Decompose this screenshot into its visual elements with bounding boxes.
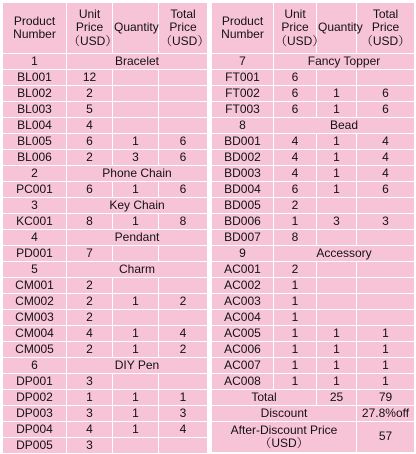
table-row [3,294,208,310]
summary-section [212,390,415,453]
total-price [159,438,208,454]
table-row [3,86,208,102]
total-price: 1 [357,374,415,390]
quantity: 1 [317,374,357,390]
quantity: 1 [113,182,159,198]
unit-price: 6 [274,102,317,118]
product-number: AC002 [212,278,274,294]
category-row [212,118,415,134]
total-price: 6 [357,182,415,198]
category-row [212,54,415,70]
quantity: 1 [317,102,357,118]
header-product-number: Product Number [3,3,67,54]
product-number: DP005 [3,438,67,454]
unit-price: 8 [274,230,317,246]
unit-price: 4 [274,134,317,150]
category-number: 5 [3,262,67,278]
table-row [3,310,208,326]
product-number: AC003 [212,294,274,310]
unit-price: 5 [67,102,113,118]
discount-row [212,406,415,422]
table-row [3,406,208,422]
table-row [212,70,415,86]
quantity [317,310,357,326]
total-price [357,70,415,86]
product-number: DP004 [3,422,67,438]
table-row [212,182,415,198]
total-price: 6 [357,102,415,118]
total-price [159,118,208,134]
table-row [3,118,208,134]
total-price: 2 [159,342,208,358]
total-price: 79 [357,390,415,406]
table-row [212,278,415,294]
table-row [3,390,208,406]
table-row [212,262,415,278]
category-name: Charm [67,262,208,278]
unit-price: 4 [67,326,113,342]
total-price: 6 [357,86,415,102]
quantity: 3 [317,214,357,230]
category-name: Fancy Topper [274,54,415,70]
product-number: CM005 [3,342,67,358]
product-number: AC005 [212,326,274,342]
category-name: Accessory [274,246,415,262]
product-number: BD006 [212,214,274,230]
product-number: CM003 [3,310,67,326]
after-discount-row [212,422,415,453]
total-price [159,310,208,326]
quantity: 1 [113,390,159,406]
total-price: 8 [159,214,208,230]
total-price [357,198,415,214]
table-row [212,326,415,342]
unit-price: 1 [274,278,317,294]
total-price [159,278,208,294]
table-row [212,134,415,150]
unit-price: 1 [274,326,317,342]
quantity [113,374,159,390]
category-name: Bracelet [67,54,208,70]
product-number: BD004 [212,182,274,198]
header-unit-price: Unit Price（USD） [274,3,317,54]
total-price: 4 [159,326,208,342]
category-name: Phone Chain [67,166,208,182]
category-row [3,358,208,374]
product-number: BD005 [212,198,274,214]
unit-price: 4 [67,422,113,438]
category-row [212,246,415,262]
product-number: BD001 [212,134,274,150]
product-number: BD002 [212,150,274,166]
unit-price: 4 [274,166,317,182]
product-number: CM004 [3,326,67,342]
table-body-left [3,54,208,454]
quantity: 1 [317,134,357,150]
product-number: FT002 [212,86,274,102]
total-price [159,246,208,262]
table-row [212,342,415,358]
total-price [357,278,415,294]
unit-price: 6 [274,70,317,86]
quantity [113,310,159,326]
quantity [113,438,159,454]
total-quantity: 25 [317,390,357,406]
product-number: BL005 [3,134,67,150]
product-number: BL006 [3,150,67,166]
table-row [212,166,415,182]
total-price: 6 [159,150,208,166]
total-price [357,294,415,310]
product-number: PD001 [3,246,67,262]
quantity: 1 [317,86,357,102]
quantity: 1 [113,214,159,230]
unit-price: 2 [274,198,317,214]
discount-value: 27.8%off [357,406,415,422]
unit-price: 6 [274,182,317,198]
header-total-price: Total Price（USD） [357,3,415,54]
category-row [3,166,208,182]
header-quantity: Quantity [317,3,357,54]
quantity [113,86,159,102]
table-row [3,342,208,358]
table-row [3,150,208,166]
product-number: AC004 [212,310,274,326]
total-price: 1 [357,358,415,374]
product-number: FT001 [212,70,274,86]
quantity: 1 [113,406,159,422]
table-row [3,70,208,86]
table-row [3,374,208,390]
table-row [212,150,415,166]
product-number: BL002 [3,86,67,102]
table-row [3,102,208,118]
product-number: DP001 [3,374,67,390]
quantity [317,198,357,214]
total-row [212,390,415,406]
total-price [159,102,208,118]
total-price: 3 [357,214,415,230]
quantity [113,102,159,118]
quantity [317,230,357,246]
total-price: 2 [159,294,208,310]
unit-price: 2 [67,342,113,358]
quantity [317,278,357,294]
product-number: BL004 [3,118,67,134]
product-number: KC001 [3,214,67,230]
category-number: 3 [3,198,67,214]
total-price: 4 [357,134,415,150]
category-row [3,230,208,246]
header-total-price: Total Price（USD） [159,3,208,54]
quantity: 1 [113,342,159,358]
table-row [212,214,415,230]
table-row [212,374,415,390]
unit-price: 1 [274,294,317,310]
table-row [3,214,208,230]
table-row [212,230,415,246]
total-price: 4 [357,150,415,166]
product-number: BD003 [212,166,274,182]
header-quantity: Quantity [113,3,159,54]
discount-label: Discount [212,406,357,422]
price-table-right [211,2,415,453]
header-product-number: Product Number [212,3,274,54]
product-number: AC008 [212,374,274,390]
unit-price: 6 [67,182,113,198]
product-number: BL003 [3,102,67,118]
unit-price: 1 [274,358,317,374]
category-row [3,54,208,70]
quantity [113,118,159,134]
unit-price: 1 [274,214,317,230]
category-name: Key Chain [67,198,208,214]
unit-price: 8 [67,214,113,230]
total-price [357,230,415,246]
after-discount-value: 57 [357,422,415,453]
category-row [3,262,208,278]
unit-price: 3 [67,406,113,422]
total-price: 4 [357,166,415,182]
category-number: 9 [212,246,274,262]
quantity: 1 [317,182,357,198]
product-number: AC007 [212,358,274,374]
table-row [3,278,208,294]
total-price: 3 [159,406,208,422]
total-price [357,310,415,326]
category-name: Bead [274,118,415,134]
quantity [113,70,159,86]
total-price: 4 [159,422,208,438]
product-number: CM002 [3,294,67,310]
quantity [113,278,159,294]
quantity [317,294,357,310]
product-number: AC001 [212,262,274,278]
quantity: 1 [113,422,159,438]
total-price: 6 [159,182,208,198]
total-price [159,86,208,102]
quantity: 1 [317,358,357,374]
product-number: PC001 [3,182,67,198]
unit-price: 1 [274,310,317,326]
after-discount-label: After-Discount Price（USD） [212,422,357,453]
product-number: BL001 [3,70,67,86]
total-price: 1 [357,342,415,358]
unit-price: 1 [274,374,317,390]
table-row [3,134,208,150]
unit-price: 3 [67,438,113,454]
total-price: 1 [159,390,208,406]
quantity [317,262,357,278]
unit-price: 4 [67,118,113,134]
category-name: DIY Pen [67,358,208,374]
category-name: Pendant [67,230,208,246]
category-row [3,198,208,214]
table-row [3,246,208,262]
quantity: 1 [113,294,159,310]
total-price [357,262,415,278]
product-number: CM001 [3,278,67,294]
quantity [113,246,159,262]
unit-price: 1 [274,342,317,358]
table-row [3,326,208,342]
quantity: 1 [317,342,357,358]
unit-price: 3 [67,374,113,390]
quantity [317,70,357,86]
unit-price: 2 [274,262,317,278]
unit-price: 7 [67,246,113,262]
product-number: BD007 [212,230,274,246]
product-number: AC006 [212,342,274,358]
header-row [3,3,208,54]
quantity: 1 [317,166,357,182]
table-row [212,294,415,310]
table-body-right [212,54,415,390]
unit-price: 4 [274,150,317,166]
product-number: DP002 [3,390,67,406]
unit-price: 2 [67,310,113,326]
table-row [212,86,415,102]
total-price [159,70,208,86]
quantity: 1 [113,326,159,342]
total-price [159,374,208,390]
category-number: 4 [3,230,67,246]
unit-price: 6 [67,134,113,150]
total-price: 1 [357,326,415,342]
category-number: 2 [3,166,67,182]
quantity: 1 [317,150,357,166]
unit-price: 1 [67,390,113,406]
unit-price: 2 [67,150,113,166]
table-row [3,438,208,454]
product-number: FT003 [212,102,274,118]
category-number: 6 [3,358,67,374]
category-number: 7 [212,54,274,70]
header-row [212,3,415,54]
category-number: 8 [212,118,274,134]
unit-price: 6 [274,86,317,102]
table-row [212,198,415,214]
unit-price: 2 [67,86,113,102]
total-label: Total [212,390,317,406]
unit-price: 2 [67,278,113,294]
quantity: 1 [113,134,159,150]
unit-price: 12 [67,70,113,86]
price-table-left [2,2,208,454]
table-row [3,422,208,438]
header-unit-price: Unit Price（USD） [67,3,113,54]
table-row [212,358,415,374]
table-row [3,182,208,198]
quantity: 3 [113,150,159,166]
category-number: 1 [3,54,67,70]
product-number: DP003 [3,406,67,422]
total-price: 6 [159,134,208,150]
quantity: 1 [317,326,357,342]
unit-price: 2 [67,294,113,310]
table-row [212,102,415,118]
table-row [212,310,415,326]
